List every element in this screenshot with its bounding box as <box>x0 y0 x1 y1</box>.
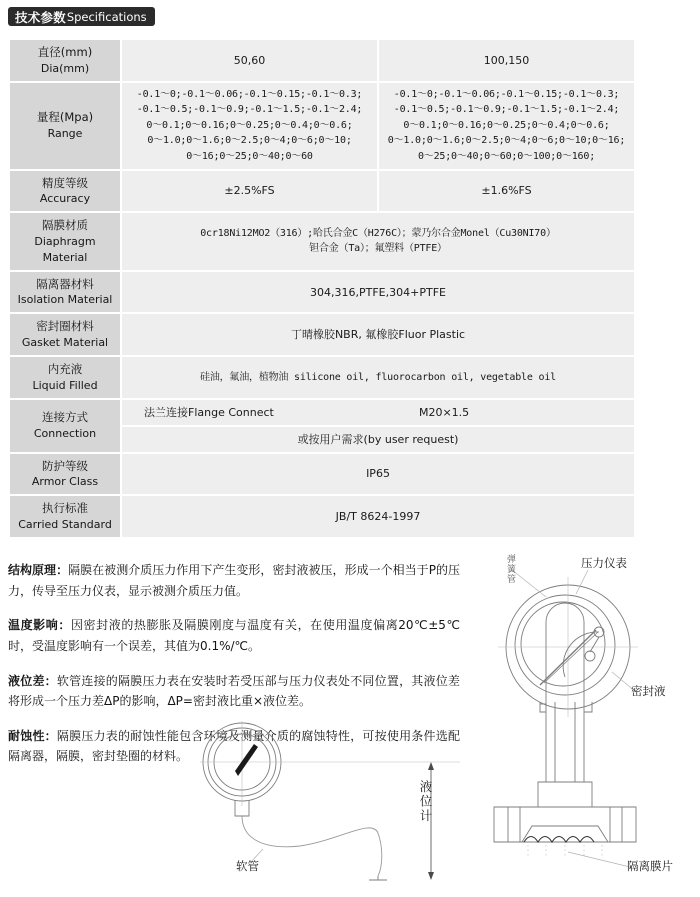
row-value: 304,316,PTFE,304+PTFE <box>121 271 635 314</box>
row-label-en: Range <box>47 126 83 140</box>
range-line: -0.1～0;-0.1～0.06;-0.1～0.15;-0.1～0.3; <box>136 88 363 100</box>
page-title-en: Specifications <box>66 9 147 24</box>
row-label-cn: 防护等级 <box>42 458 88 473</box>
connection-thread: M20×1.5 <box>418 405 470 419</box>
connection-note: 或按用户需求(by user request) <box>122 425 634 452</box>
row-label-en: Dia(mm) <box>40 61 90 75</box>
row-value: 硅油，氟油，植物油 silicone oil, fluorocarbon oil, vegetable oil <box>121 356 635 399</box>
row-label-en: Accuracy <box>39 192 91 206</box>
level-gauge-label: 液位计 <box>418 780 433 824</box>
range-line: 0～1.0;0～1.6;0～2.5;0～4;0～6;0～10;0～16; <box>387 135 626 147</box>
range-line: 0～25;0～40;0～60;0～100;0～160; <box>417 150 596 162</box>
row-label <box>9 313 121 356</box>
row-label-cn: 隔膜材质 <box>42 218 88 233</box>
row-value <box>378 82 635 170</box>
table-row <box>9 82 635 170</box>
note-body: 隔膜在被测介质压力作用下产生变形，密封液被压，形成一个相当于P的压力，传导至压力仪表，显示被测介质压力值。 <box>8 563 460 598</box>
row-label-cn: 隔离器材料 <box>36 276 94 291</box>
range-line: 0～0.1;0～0.16;0～0.25;0～0.4;0～0.6; <box>146 119 353 131</box>
row-value: ±2.5%FS <box>121 170 378 213</box>
row-value <box>121 82 378 170</box>
value-line: 0cr18Ni12MO2（316）;哈氏合金C（H276C）；蒙乃尔合金Monel（Cu30NI70） <box>200 227 556 239</box>
row-value: ±1.6%FS <box>378 170 635 213</box>
note-paragraph <box>8 615 460 656</box>
row-label <box>9 82 121 170</box>
row-label-cn: 连接方式 <box>42 410 88 425</box>
table-row <box>9 495 635 538</box>
table-row <box>9 453 635 496</box>
page-title-badge <box>8 7 155 26</box>
row-label-en: Armor Class <box>31 475 99 489</box>
row-label-en: Connection <box>33 427 97 440</box>
range-line: 0～16;0～25;0～40;0～60 <box>186 150 313 162</box>
level-difference-drawing <box>150 718 460 897</box>
row-label-cn: 量程(Mpa) <box>36 110 94 125</box>
hose-label: 软管 <box>236 859 259 873</box>
row-label <box>9 356 121 399</box>
table-row <box>9 271 635 314</box>
row-value <box>121 399 635 453</box>
note-title: 结构原理： <box>8 563 69 577</box>
page-title-cn: 技术参数 <box>15 9 66 25</box>
row-value <box>121 212 635 271</box>
row-label <box>9 495 121 538</box>
note-paragraph <box>8 671 460 712</box>
row-label-cn: 精度等级 <box>42 175 88 190</box>
connection-flange: 法兰连接Flange Connect <box>144 405 274 419</box>
value-line: 钽合金（Ta）；氟塑料（PTFE） <box>309 243 447 255</box>
level-difference-figure <box>150 718 460 897</box>
row-label-cn: 直径(mm) <box>37 45 93 59</box>
row-value: 50,60 <box>121 39 378 82</box>
table-row <box>9 170 635 213</box>
table-row <box>9 356 635 399</box>
note-title: 液位差： <box>8 673 57 688</box>
row-value: IP65 <box>121 453 635 496</box>
note-paragraph <box>8 560 460 601</box>
range-line: 0～1.0;0～1.6;0～2.5;0～4;0～6;0～10; <box>147 135 352 147</box>
row-label-en: Liquid Filled <box>32 378 98 392</box>
row-label-cn: 执行标准 <box>42 501 88 516</box>
row-label-cn: 密封圈材料 <box>36 319 94 334</box>
row-label <box>9 271 121 314</box>
row-value: JB/T 8624-1997 <box>121 495 635 538</box>
row-label-en: Isolation Material <box>17 293 113 307</box>
row-value: 100,150 <box>378 39 635 82</box>
spring-tube-label: 弹簧管 <box>505 554 515 584</box>
gauge-assembly-drawing <box>460 552 700 897</box>
row-label <box>9 39 121 82</box>
range-line: -0.1～0.5;-0.1～0.9;-0.1～1.5;-0.1～2.4; <box>393 104 620 116</box>
table-row <box>9 39 635 82</box>
diaphragm-label: 隔离膜片 <box>627 859 673 873</box>
gauge-assembly-figure <box>460 552 700 897</box>
row-value: 丁晴橡胶NBR, 氟橡胶Fluor Plastic <box>121 313 635 356</box>
range-line: -0.1～0;-0.1～0.06;-0.1～0.15;-0.1～0.3; <box>393 88 620 100</box>
note-body: 因密封液的热膨胀及隔膜刚度与温度有关，在使用温度偏离20℃±5℃时，受温度影响有一个误差，其值为0.1%/℃。 <box>8 618 460 653</box>
note-title: 温度影响： <box>8 618 71 633</box>
range-line: 0～0.1;0～0.16;0～0.25;0～0.4;0～0.6; <box>403 119 610 131</box>
range-line: -0.1～0.5;-0.1～0.9;-0.1～1.5;-0.1～2.4; <box>136 104 363 116</box>
row-label <box>9 212 121 271</box>
pressure-gauge-label: 压力仪表 <box>581 556 627 570</box>
row-label-en: Diaphragm Material <box>34 234 96 264</box>
table-row <box>9 212 635 271</box>
row-label <box>9 453 121 496</box>
row-label <box>9 170 121 213</box>
row-label <box>9 399 121 453</box>
note-body: 软管连接的隔膜压力表在安装时若受压部与压力仪表处不同位置，其液位差将形成一个压力差ΔP的影响，ΔP=密封液比重×液位差。 <box>8 673 460 709</box>
table-row <box>9 399 635 453</box>
row-label-cn: 内充液 <box>47 361 83 376</box>
row-label-en: Carried Standard <box>18 517 112 531</box>
specifications-table <box>8 38 636 539</box>
note-title: 耐蚀性： <box>8 728 57 743</box>
row-label-en: Gasket Material <box>21 336 109 350</box>
table-row <box>9 313 635 356</box>
seal-liquid-label: 密封液 <box>631 684 666 698</box>
note-body: 隔膜压力表的耐蚀性能包含环境及测量介质的腐蚀特性，可按使用条件选配隔离器，隔膜，密封垫圈的材料。 <box>8 728 460 764</box>
